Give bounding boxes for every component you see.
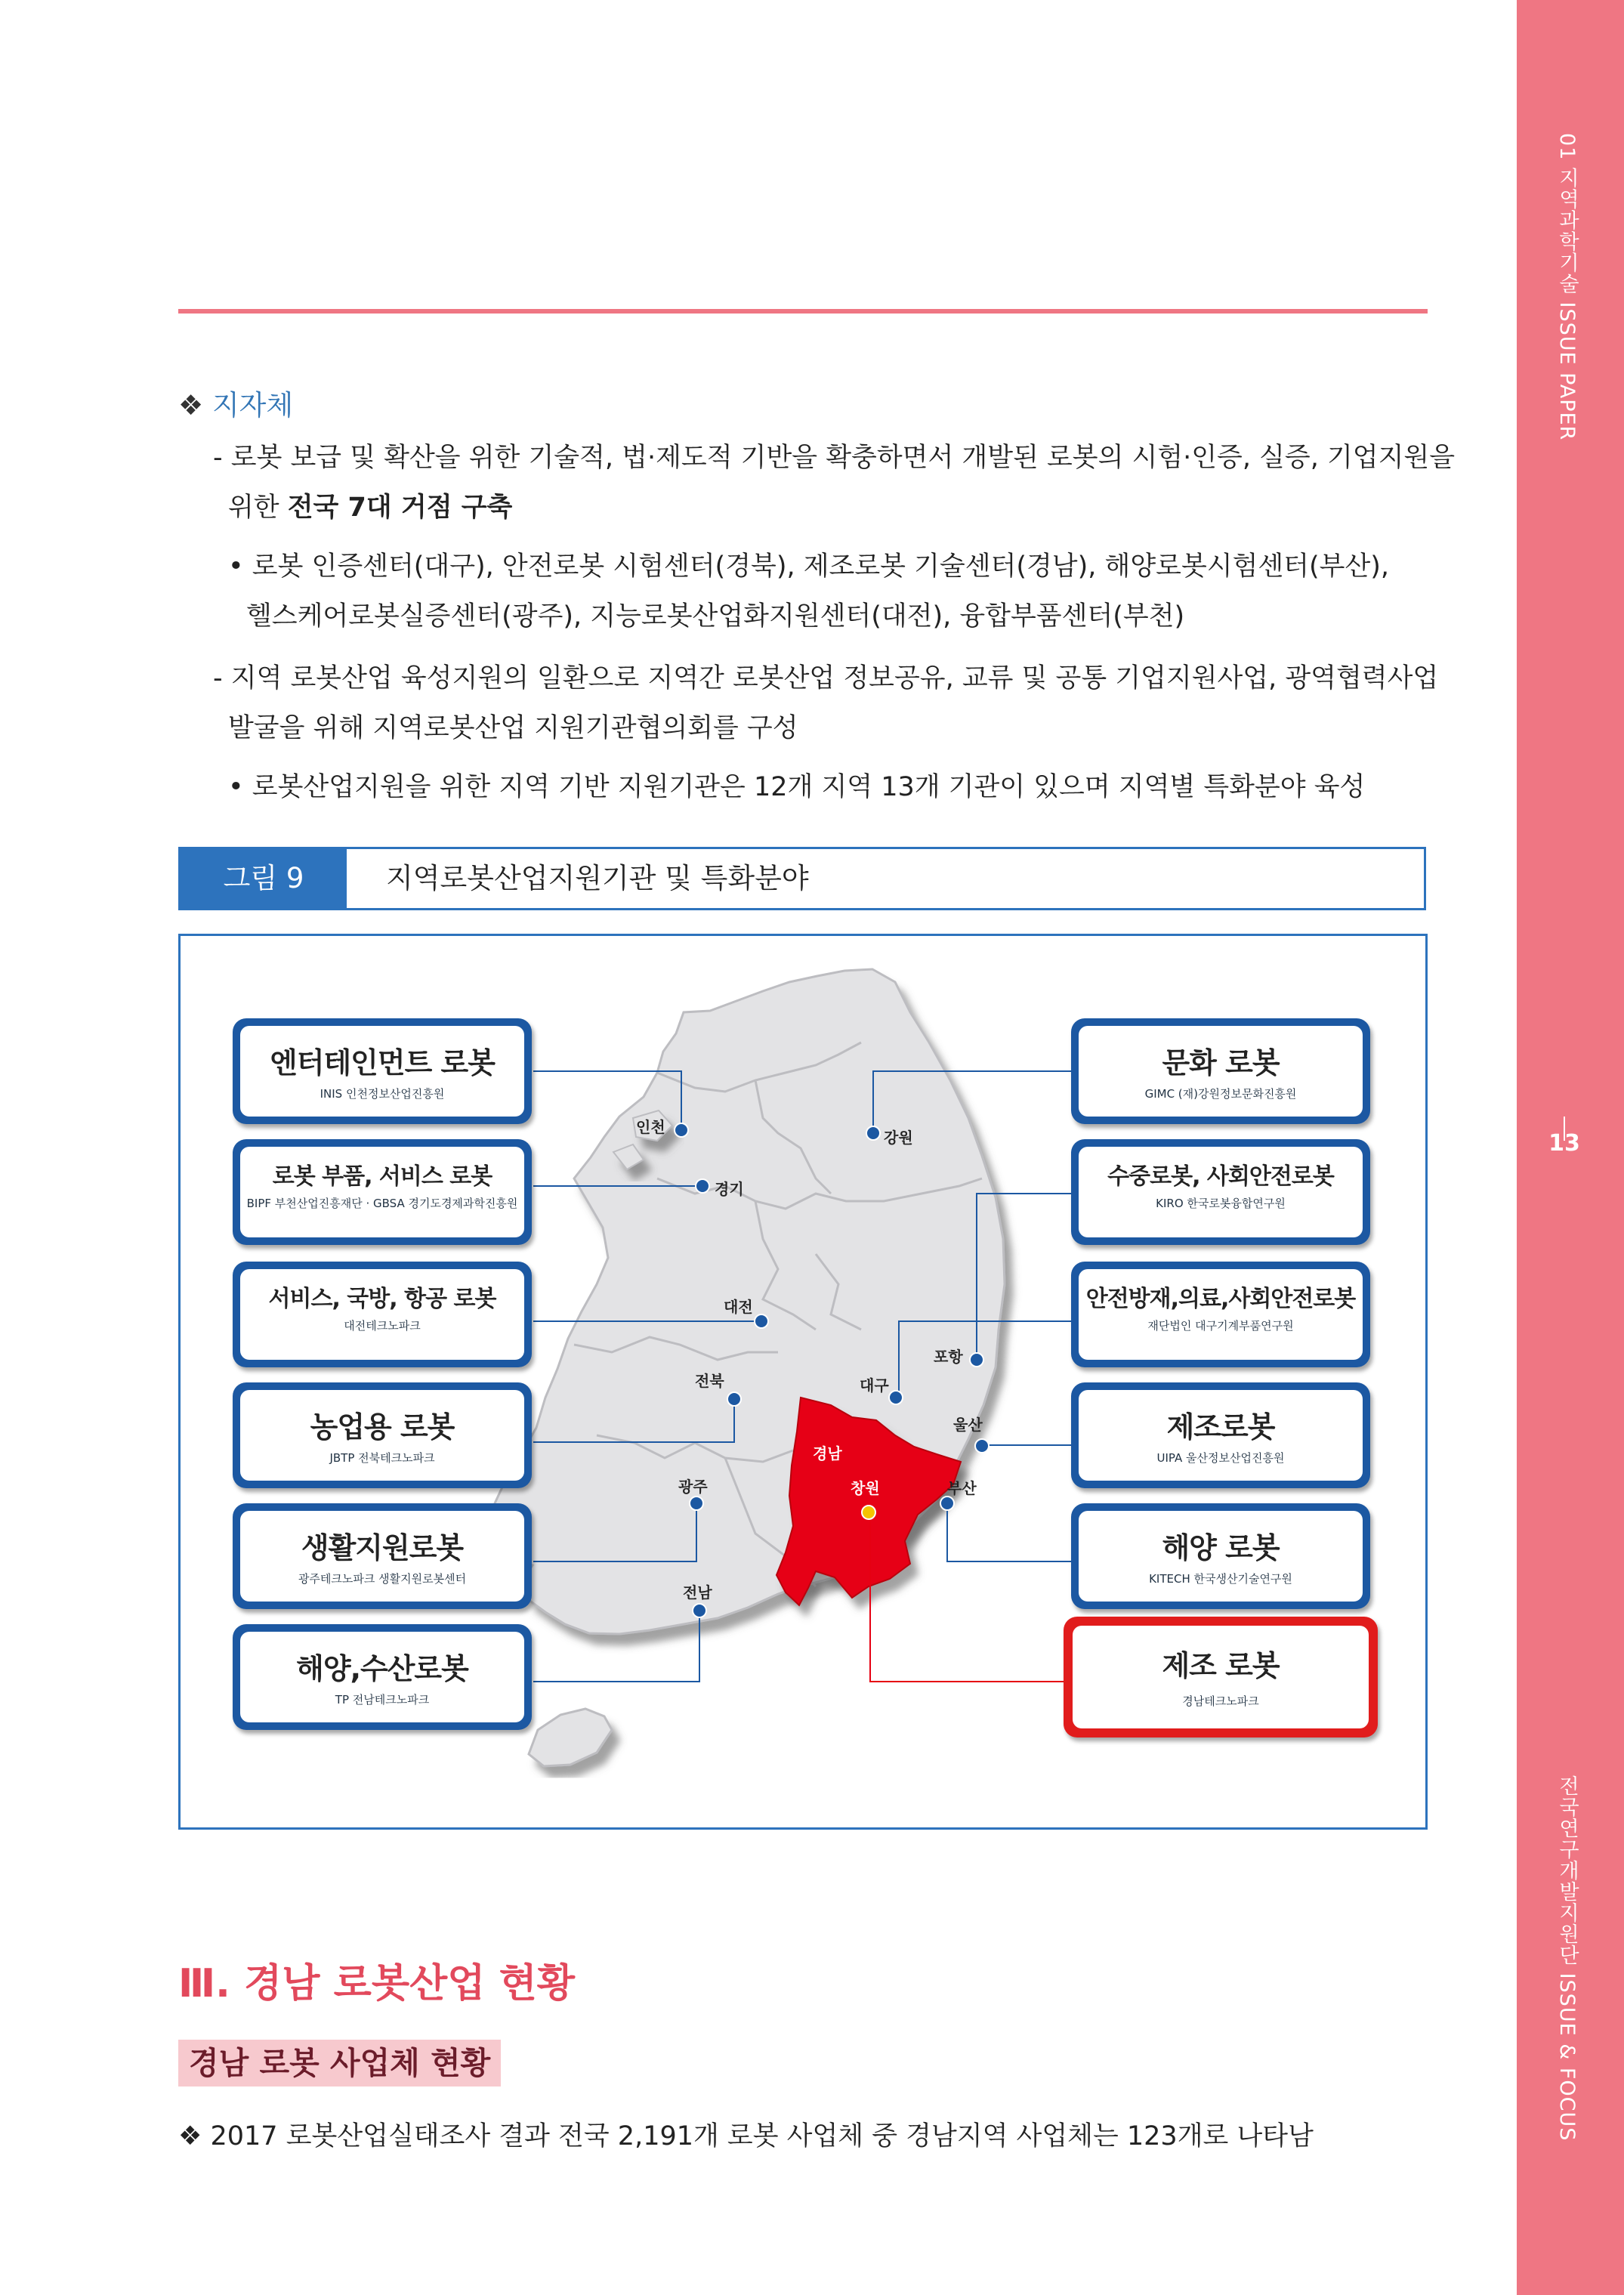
bullet-1-line-2: 헬스케어로봇실증센터(광주), 지능로봇산업화지원센터(대전), 융합부품센터(부천) <box>246 601 1185 632</box>
left-box-title: 생활지원로봇 <box>301 1531 464 1564</box>
right-box-title: 제조로봇 <box>1166 1410 1275 1444</box>
section-3-title: Ⅲ. 경남 로봇산업 현황 <box>178 1961 576 2006</box>
right-box-title: 수중로봇, 사회안전로봇 <box>1107 1163 1334 1190</box>
right-box-marine <box>1071 1503 1370 1609</box>
region-label-jeonnam: 전남 <box>683 1583 712 1602</box>
paragraph-2-line-1: - 지역 로봇산업 육성지원의 일환으로 지역간 로봇산업 정보공유, 교류 및 공통 기업지원사업, 광역협력사업 <box>213 663 1439 693</box>
region-label-incheon: 인천 <box>636 1118 665 1136</box>
section-3-bullet: ❖ 2017 로봇산업실태조사 결과 전국 2,191개 로봇 사업체 중 경남지역 사업체는 123개로 나타남 <box>178 2121 1314 2151</box>
left-box-logo: TP 전남테크노파크 <box>335 1693 430 1707</box>
sidebar-title-bottom: 전국연구개발지원단 ISSUE & FOCUS <box>1555 1775 1579 2142</box>
right-box-logo: KITECH 한국생산기술연구원 <box>1149 1572 1292 1586</box>
region-label-gwangju: 광주 <box>678 1478 708 1496</box>
left-box-title: 해양,수산로봇 <box>296 1652 468 1685</box>
region-label-gyeonggi: 경기 <box>715 1180 744 1198</box>
paragraph-1-line-2-text: 위한 <box>228 493 288 523</box>
right-box-title: 해양 로봇 <box>1162 1531 1280 1564</box>
left-box-marine-fishery <box>233 1624 532 1730</box>
right-box-logo: UIPA 울산정보산업진흥원 <box>1156 1451 1285 1465</box>
region-label-jeonbuk: 전북 <box>695 1372 724 1390</box>
changwon-dot <box>862 1506 875 1519</box>
figure-title: 지역로봇산업지원기관 및 특화분야 <box>386 862 809 894</box>
region-label-pohang: 포항 <box>934 1348 963 1366</box>
left-box-logo: BIPF 부천산업진흥재단 · GBSA 경기도경제과학진흥원 <box>246 1197 518 1210</box>
left-box-logo: INIS 인천정보산업진흥원 <box>320 1087 445 1101</box>
paragraph-1-bold: 전국 7대 거점 구축 <box>287 493 513 523</box>
right-box-culture <box>1071 1018 1370 1124</box>
right-box-manufacturing-ulsan <box>1071 1382 1370 1488</box>
left-box-living-support <box>233 1503 532 1609</box>
bullet-1-line-1: • 로봇 인증센터(대구), 안전로봇 시험센터(경북), 제조로봇 기술센터(경남), 해양로봇시험센터(부산), <box>228 551 1390 582</box>
region-label-ulsan: 울산 <box>953 1416 983 1434</box>
region-label-gyeongnam: 경남 <box>813 1444 842 1463</box>
right-box-safety-medical <box>1071 1262 1370 1367</box>
left-box-agriculture <box>233 1382 532 1488</box>
region-label-daejeon: 대전 <box>724 1298 753 1316</box>
region-label-daegu: 대구 <box>860 1376 889 1395</box>
right-box-title: 제조 로봇 <box>1162 1649 1280 1682</box>
jeju-island <box>529 1709 612 1766</box>
region-label-busan: 부산 <box>947 1479 977 1497</box>
right-box-manufacturing-gyeongnam <box>1064 1617 1378 1737</box>
paragraph-1-line-1: - 로봇 보급 및 확산을 위한 기술적, 법·제도적 기반을 확충하면서 개발된 로봇의 시험·인증, 실증, 기업지원을 <box>213 443 1456 473</box>
section-3-subtitle: 경남 로봇 사업체 현황 <box>178 2040 501 2087</box>
left-box-defense <box>233 1262 532 1367</box>
right-box-underwater <box>1071 1139 1370 1245</box>
left-box-title: 엔터테인먼트 로봇 <box>270 1046 495 1080</box>
left-box-logo: 대전테크노파크 <box>344 1319 421 1333</box>
right-box-logo: GIMC (재)강원정보문화진흥원 <box>1144 1087 1297 1101</box>
region-label-changwon: 창원 <box>851 1479 880 1497</box>
left-box-entertainment <box>233 1018 532 1124</box>
page-number: 13 <box>1548 1130 1580 1157</box>
section-heading-text: 지자체 <box>211 389 294 422</box>
sidebar-title-top: 01 지역과학기술 ISSUE PAPER <box>1555 133 1579 441</box>
left-box-logo: 광주테크노파크 생활지원로봇센터 <box>298 1572 467 1586</box>
bullet-2-line-1: • 로봇산업지원을 위한 지역 기반 지원기관은 12개 지역 13개 기관이 있으며 지역별 특화분야 육성 <box>228 772 1366 802</box>
left-box-title: 로봇 부품, 서비스 로봇 <box>272 1163 492 1190</box>
left-box-title: 농업용 로봇 <box>310 1410 455 1444</box>
left-box-logo: JBTP 전북테크노파크 <box>329 1451 435 1465</box>
left-box-title: 서비스, 국방, 항공 로봇 <box>268 1286 496 1312</box>
paragraph-2-line-2: 발굴을 위해 지역로봇산업 지원기관협의회를 구성 <box>228 713 798 743</box>
region-label-gangwon: 강원 <box>884 1129 913 1147</box>
right-box-title: 문화 로봇 <box>1162 1046 1280 1080</box>
right-box-logo: KIRO 한국로봇융합연구원 <box>1156 1197 1286 1210</box>
right-box-logo: 재단법인 대구기계부품연구원 <box>1147 1319 1294 1333</box>
figure-number: 그림 9 <box>181 849 347 908</box>
diamond-cluster-icon: ❖ <box>178 389 204 422</box>
left-box-parts-service <box>233 1139 532 1245</box>
right-box-title: 안전방재,의료,사회안전로봇 <box>1085 1286 1356 1312</box>
right-box-logo: 경남테크노파크 <box>1182 1694 1259 1708</box>
